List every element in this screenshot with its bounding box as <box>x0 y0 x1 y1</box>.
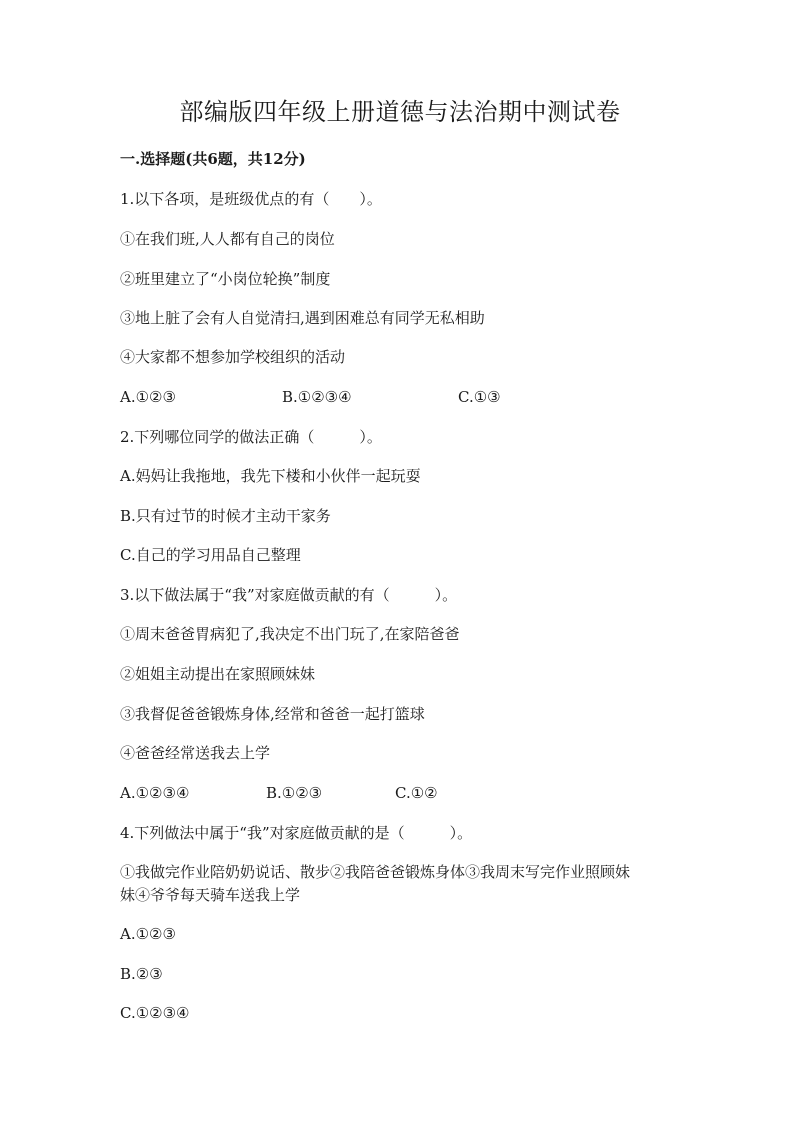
question-2-option-b: B.只有过节的时候才主动干家务 <box>120 507 331 525</box>
question-4-option-b: B.②③ <box>120 965 163 983</box>
question-3-item-2: ②姐姐主动提出在家照顾妹妹 <box>120 665 316 683</box>
question-2-stem: 2.下列哪位同学的做法正确（ ）。 <box>120 428 382 446</box>
question-2-option-c: C.自己的学习用品自己整理 <box>120 546 301 564</box>
question-3-item-1: ①周末爸爸胃病犯了,我决定不出门玩了,在家陪爸爸 <box>120 625 460 643</box>
page-title: 部编版四年级上册道德与法治期中测试卷 <box>179 98 621 126</box>
question-3-option-c: C.①② <box>395 784 438 802</box>
question-4-body-line-1: ①我做完作业陪奶奶说话、散步②我陪爸爸锻炼身体③我周末写完作业照顾妹 <box>120 863 631 881</box>
question-1-item-3: ③地上脏了会有人自觉清扫,遇到困难总有同学无私相助 <box>120 309 485 327</box>
question-3-option-a: A.①②③④ <box>120 784 190 802</box>
question-4-stem: 4.下列做法中属于“我”对家庭做贡献的是（ ）。 <box>120 824 473 842</box>
question-3-stem: 3.以下做法属于“我”对家庭做贡献的有（ ）。 <box>120 586 458 604</box>
question-3-item-3: ③我督促爸爸锻炼身体,经常和爸爸一起打篮球 <box>120 705 425 723</box>
question-3-item-4: ④爸爸经常送我去上学 <box>120 744 271 762</box>
section-heading: 一.选择题(共6题，共12分) <box>120 150 306 168</box>
question-1-option-a: A.①②③ <box>120 388 176 406</box>
question-1-stem: 1.以下各项，是班级优点的有（ ）。 <box>120 190 382 208</box>
question-2-option-a: A.妈妈让我拖地，我先下楼和小伙伴一起玩耍 <box>120 467 421 485</box>
question-1-option-c: C.①③ <box>458 388 501 406</box>
question-1-item-2: ②班里建立了“小岗位轮换”制度 <box>120 270 331 288</box>
question-4-body-line-2: 妹④爷爷每天骑车送我上学 <box>120 886 301 904</box>
question-1-item-4: ④大家都不想参加学校组织的活动 <box>120 348 346 366</box>
question-3-option-b: B.①②③ <box>266 784 323 802</box>
question-1-item-1: ①在我们班,人人都有自己的岗位 <box>120 230 335 248</box>
question-4-option-a: A.①②③ <box>120 925 176 943</box>
question-1-option-b: B.①②③④ <box>282 388 352 406</box>
question-4-option-c: C.①②③④ <box>120 1004 190 1022</box>
